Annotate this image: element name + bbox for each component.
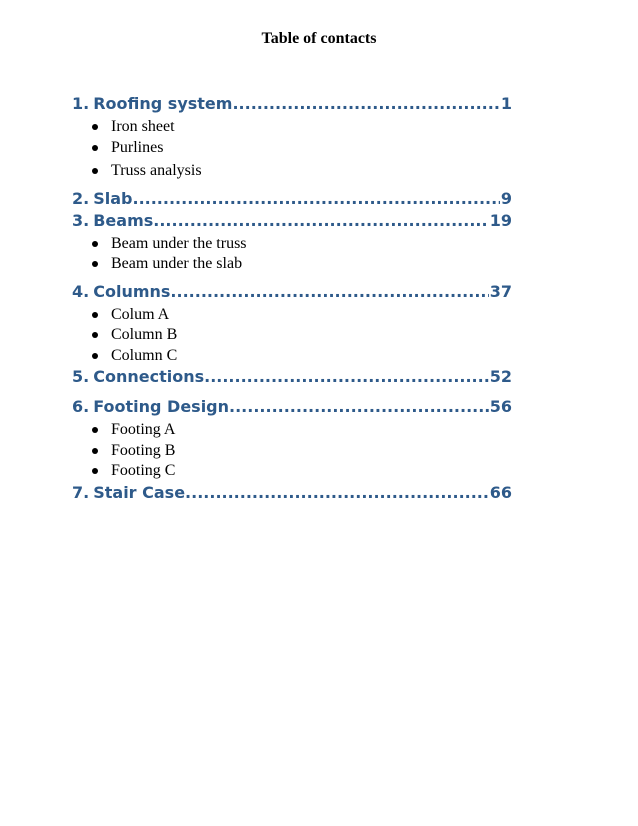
toc-entry-number: 7. bbox=[72, 482, 90, 502]
page-title: Table of contacts bbox=[261, 30, 377, 47]
toc-entry-number: 6. bbox=[72, 397, 90, 416]
toc-subitem: Truss analysis bbox=[92, 161, 512, 182]
dot-leader bbox=[170, 281, 488, 303]
toc-entry-label: Stair Case bbox=[93, 482, 186, 502]
dot-leader bbox=[132, 188, 499, 210]
toc-entry-page: 66 bbox=[489, 482, 512, 502]
toc-entry-stair-case bbox=[72, 482, 512, 504]
toc-entry-page: 52 bbox=[489, 367, 512, 386]
toc-subitem: Column C bbox=[92, 346, 512, 367]
toc-subitem: Footing B bbox=[92, 441, 512, 462]
toc-entry-label: Roofing system bbox=[93, 94, 233, 113]
toc-subitem: Column B bbox=[92, 325, 512, 346]
toc-entry-number: 5. bbox=[72, 367, 90, 386]
toc-sublist-footing-design bbox=[72, 420, 512, 482]
toc-entry-slab bbox=[72, 188, 512, 210]
toc-entry-columns bbox=[72, 281, 512, 303]
toc-subitem: Iron sheet bbox=[92, 117, 512, 138]
toc-sublist-roofing-system bbox=[72, 117, 512, 182]
toc-entry-label: Connections bbox=[93, 367, 205, 386]
toc-entry-page: 37 bbox=[489, 281, 512, 301]
toc-entry-label: Columns bbox=[93, 281, 171, 301]
toc-entry-label: Slab bbox=[93, 188, 133, 208]
dot-leader bbox=[229, 396, 489, 418]
toc-sublist-columns bbox=[72, 305, 512, 367]
toc-entry-number: 1. bbox=[72, 94, 90, 113]
toc-entry-label: Footing Design bbox=[93, 397, 230, 416]
toc-subitem: Purlines bbox=[92, 138, 512, 159]
dot-leader bbox=[185, 482, 489, 504]
toc-subitem: Beam under the slab bbox=[92, 254, 512, 275]
toc-entry-page: 19 bbox=[489, 210, 512, 230]
table-of-contents bbox=[72, 93, 512, 504]
toc-entry-footing-design bbox=[72, 396, 512, 418]
toc-entry-connections bbox=[72, 366, 512, 388]
dot-leader bbox=[232, 93, 499, 115]
toc-sublist-beams bbox=[72, 234, 512, 275]
toc-subitem: Footing C bbox=[92, 461, 512, 482]
toc-entry-number: 3. bbox=[72, 210, 90, 230]
toc-entry-beams bbox=[72, 210, 512, 232]
toc-entry-label: Beams bbox=[93, 210, 154, 230]
toc-subitem: Footing A bbox=[92, 420, 512, 441]
toc-subitem: Colum A bbox=[92, 305, 512, 326]
dot-leader bbox=[204, 366, 489, 388]
toc-entry-page: 9 bbox=[500, 188, 512, 208]
toc-entry-page: 1 bbox=[500, 94, 512, 113]
toc-entry-number: 2. bbox=[72, 188, 90, 208]
toc-subitem: Beam under the truss bbox=[92, 234, 512, 255]
toc-entry-number: 4. bbox=[72, 281, 90, 301]
dot-leader bbox=[153, 210, 488, 232]
toc-entry-page: 56 bbox=[489, 397, 512, 416]
toc-entry-roofing-system bbox=[72, 93, 512, 115]
